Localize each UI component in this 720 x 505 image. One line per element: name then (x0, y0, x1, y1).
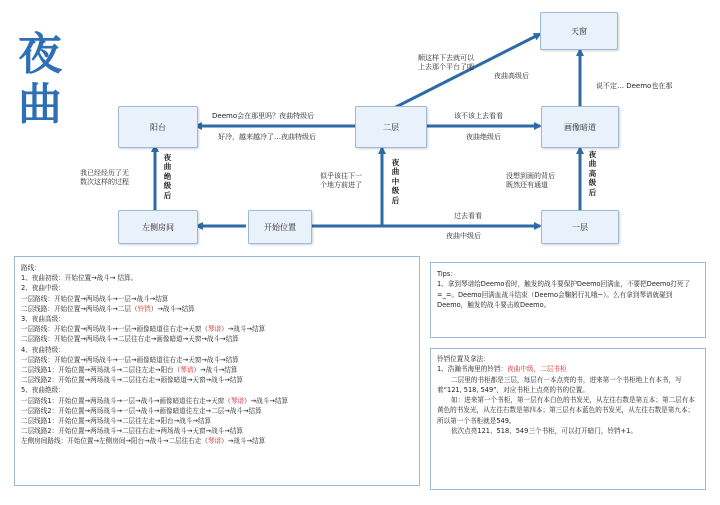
route-highlight: 琴谱 (230, 396, 245, 405)
route-line (21, 294, 413, 304)
route-highlight: 琴谱 (207, 325, 222, 334)
tips-heading: Tips： (437, 270, 457, 278)
bell-heading: 铃铛位置及拿法： (437, 355, 490, 363)
route-line (21, 365, 413, 375)
bell-p3: 依次点亮121、518、549三个书柜，可以打开暗门，铃铛+1。 (451, 427, 637, 436)
routes-panel (14, 256, 420, 486)
route-line (21, 273, 413, 283)
route-text: 2、夜曲中级： (21, 284, 65, 293)
title-char-1: 夜 (18, 29, 62, 80)
route-line (21, 436, 413, 446)
route-line (21, 324, 413, 334)
label-line: 数次这样的过程 (80, 178, 129, 187)
tips-body: 1、拿到琴谱给Deemo看时，触发的战斗要保护Deemo回满血，不要把Deemo打死了=_=。Deemo回满血战斗结束（Deemo会鞠躬行礼哦~）。么有拿到琴谱就碰到Deemo，触发的战斗要击败Deemo。 (437, 280, 691, 309)
vlabel-zhongji: 夜曲中级后 (391, 158, 400, 205)
label-tongdao (506, 172, 555, 191)
route-text: 一层路线2：开始位置→两场战斗→一层→战斗→画像暗道往左走→二层→战斗→结算 (21, 406, 262, 415)
route-line (21, 375, 413, 385)
label-line: 个地方前进了 (320, 181, 362, 190)
label-guocheng (80, 169, 129, 188)
label-ping-tai (418, 54, 474, 73)
vlabel-gaoji: 夜曲高级后 (588, 150, 597, 197)
route-text: 左侧房间路线：开始位置→左侧房间→阳台→战斗→二层往右走（ (21, 437, 208, 446)
route-text: 4、夜曲特级： (21, 345, 65, 354)
route-line (21, 345, 413, 355)
node-erceng: 二层 (355, 106, 427, 148)
label-gaoji-1: 夜曲高级后 (494, 72, 529, 80)
route-text: 二层路线：开始位置→两场战斗→二层往右走→画像暗道→天窗→战斗→结算 (21, 335, 239, 344)
bell-item (437, 364, 699, 374)
bell-panel (430, 348, 706, 490)
route-line (21, 406, 413, 416)
node-yiceng: 一层 (541, 210, 619, 244)
route-text: 1、夜曲初级：开始位置→战斗→ 结算。 (21, 274, 138, 283)
route-line (21, 416, 413, 426)
title-char-2: 曲 (18, 79, 62, 130)
node-yangtai: 阳台 (118, 106, 198, 148)
route-text: 一层路线：开始位置→两场战斗→一层→战斗→结算 (21, 294, 169, 303)
node-huaxiang: 画像暗道 (541, 106, 619, 148)
route-text: 一层路线：开始位置→两场战斗→一层→画像暗道往右走→天窗→战斗→结算 (21, 355, 239, 364)
bell-item-highlight: 夜曲中级，二层书柜 (507, 365, 567, 374)
bell-item-prefix: 1、浩瀚书海里的铃铛： (437, 365, 508, 374)
label-line: 没想到画的背后 (506, 172, 555, 180)
route-line (21, 283, 413, 293)
label-line: 我已经经历了无 (80, 169, 129, 177)
route-text: 3、夜曲高级： (21, 315, 65, 324)
route-line (21, 334, 413, 344)
route-line (21, 385, 413, 395)
route-text: ）→战斗→结算 (150, 304, 195, 313)
route-text: ）→战斗→结算 (244, 396, 289, 405)
node-tianchuang: 天窗 (540, 12, 618, 50)
route-text: 二层线路1：开始位置→两场战斗→二层往左走→阳台（ (21, 366, 181, 375)
route-highlight: 琴谱 (180, 366, 194, 375)
route-line (21, 355, 413, 365)
label-teji-2: 好冷，越来越冷了…夜曲特级后 (218, 133, 316, 141)
route-line (21, 426, 413, 436)
route-highlight: 琴谱 (207, 437, 222, 446)
label-guoqu: 过去看看 (454, 212, 482, 220)
label-shangqu: 该不该上去看看 (454, 112, 503, 120)
route-text: 二层线路2：开始位置→两场战斗→二层往右走→画像暗道→天窗→战斗→结算 (21, 376, 243, 385)
route-text: 一层路线1：开始位置→两场战斗→一层→战斗→画像暗道往右走→天窗（ (21, 396, 231, 405)
bell-p2: 如：进来第一个书柜，第一层有本白色的书发光，从左往右数是第五本；第二层有本黄色的书发光，从左往右数是第四本；第三层有本蓝色的书发光，从左往右数是第九本；所以第一个书柜就是549。 (437, 396, 695, 425)
route-text: 一层路线：开始位置→两场战斗→一层→画像暗道往右走→天窗（ (21, 325, 208, 334)
route-text: ）→战斗→结算 (193, 366, 238, 375)
routes-heading: 路线： (21, 264, 41, 272)
label-zhongji: 夜曲中级后 (446, 232, 481, 240)
route-line (21, 396, 413, 406)
label-teji-1: Deemo会在那里吗？夜曲特级后 (212, 112, 315, 120)
route-text: 二层线路2：开始位置→两场战斗→二层往右走→两场战斗→天窗→战斗→结算 (21, 427, 243, 436)
route-text: 二层线路1：开始位置→两场战斗→二层往左走→阳台→战斗→结算 (21, 417, 212, 426)
label-deemo: 说不定… Deemo也在那 (596, 82, 673, 90)
node-zuoce: 左侧房间 (118, 210, 198, 244)
label-qianjin (320, 172, 362, 191)
bell-p1: 二层里的书柜都是三层，每层有一本点亮的书，进来第一个书柜地上有本书，写着“121, 518, 549”，对应书柜上点亮的书的位置。 (437, 375, 682, 394)
label-line: 上去那个平台了吧 (418, 63, 474, 72)
tips-panel (430, 262, 706, 338)
node-kaishi: 开始位置 (248, 210, 312, 244)
route-text: 5、夜曲绝级： (21, 386, 65, 395)
route-highlight: 铃铛 (137, 304, 151, 313)
label-line: 似乎该往下一 (320, 172, 362, 180)
route-line (21, 314, 413, 324)
vlabel-jueji: 夜曲绝级后 (163, 153, 172, 200)
route-text: 二层线路：开始位置→两场战斗→二层（ (21, 304, 138, 313)
route-line (21, 304, 413, 314)
route-text: ）→战斗→结算 (221, 325, 266, 334)
label-line: 顺这样下去就可以 (418, 54, 474, 62)
label-jueji: 夜曲绝级后 (466, 133, 501, 141)
label-line: 既然还有通道 (506, 181, 548, 190)
route-text: ）→战斗→结算 (221, 437, 266, 446)
